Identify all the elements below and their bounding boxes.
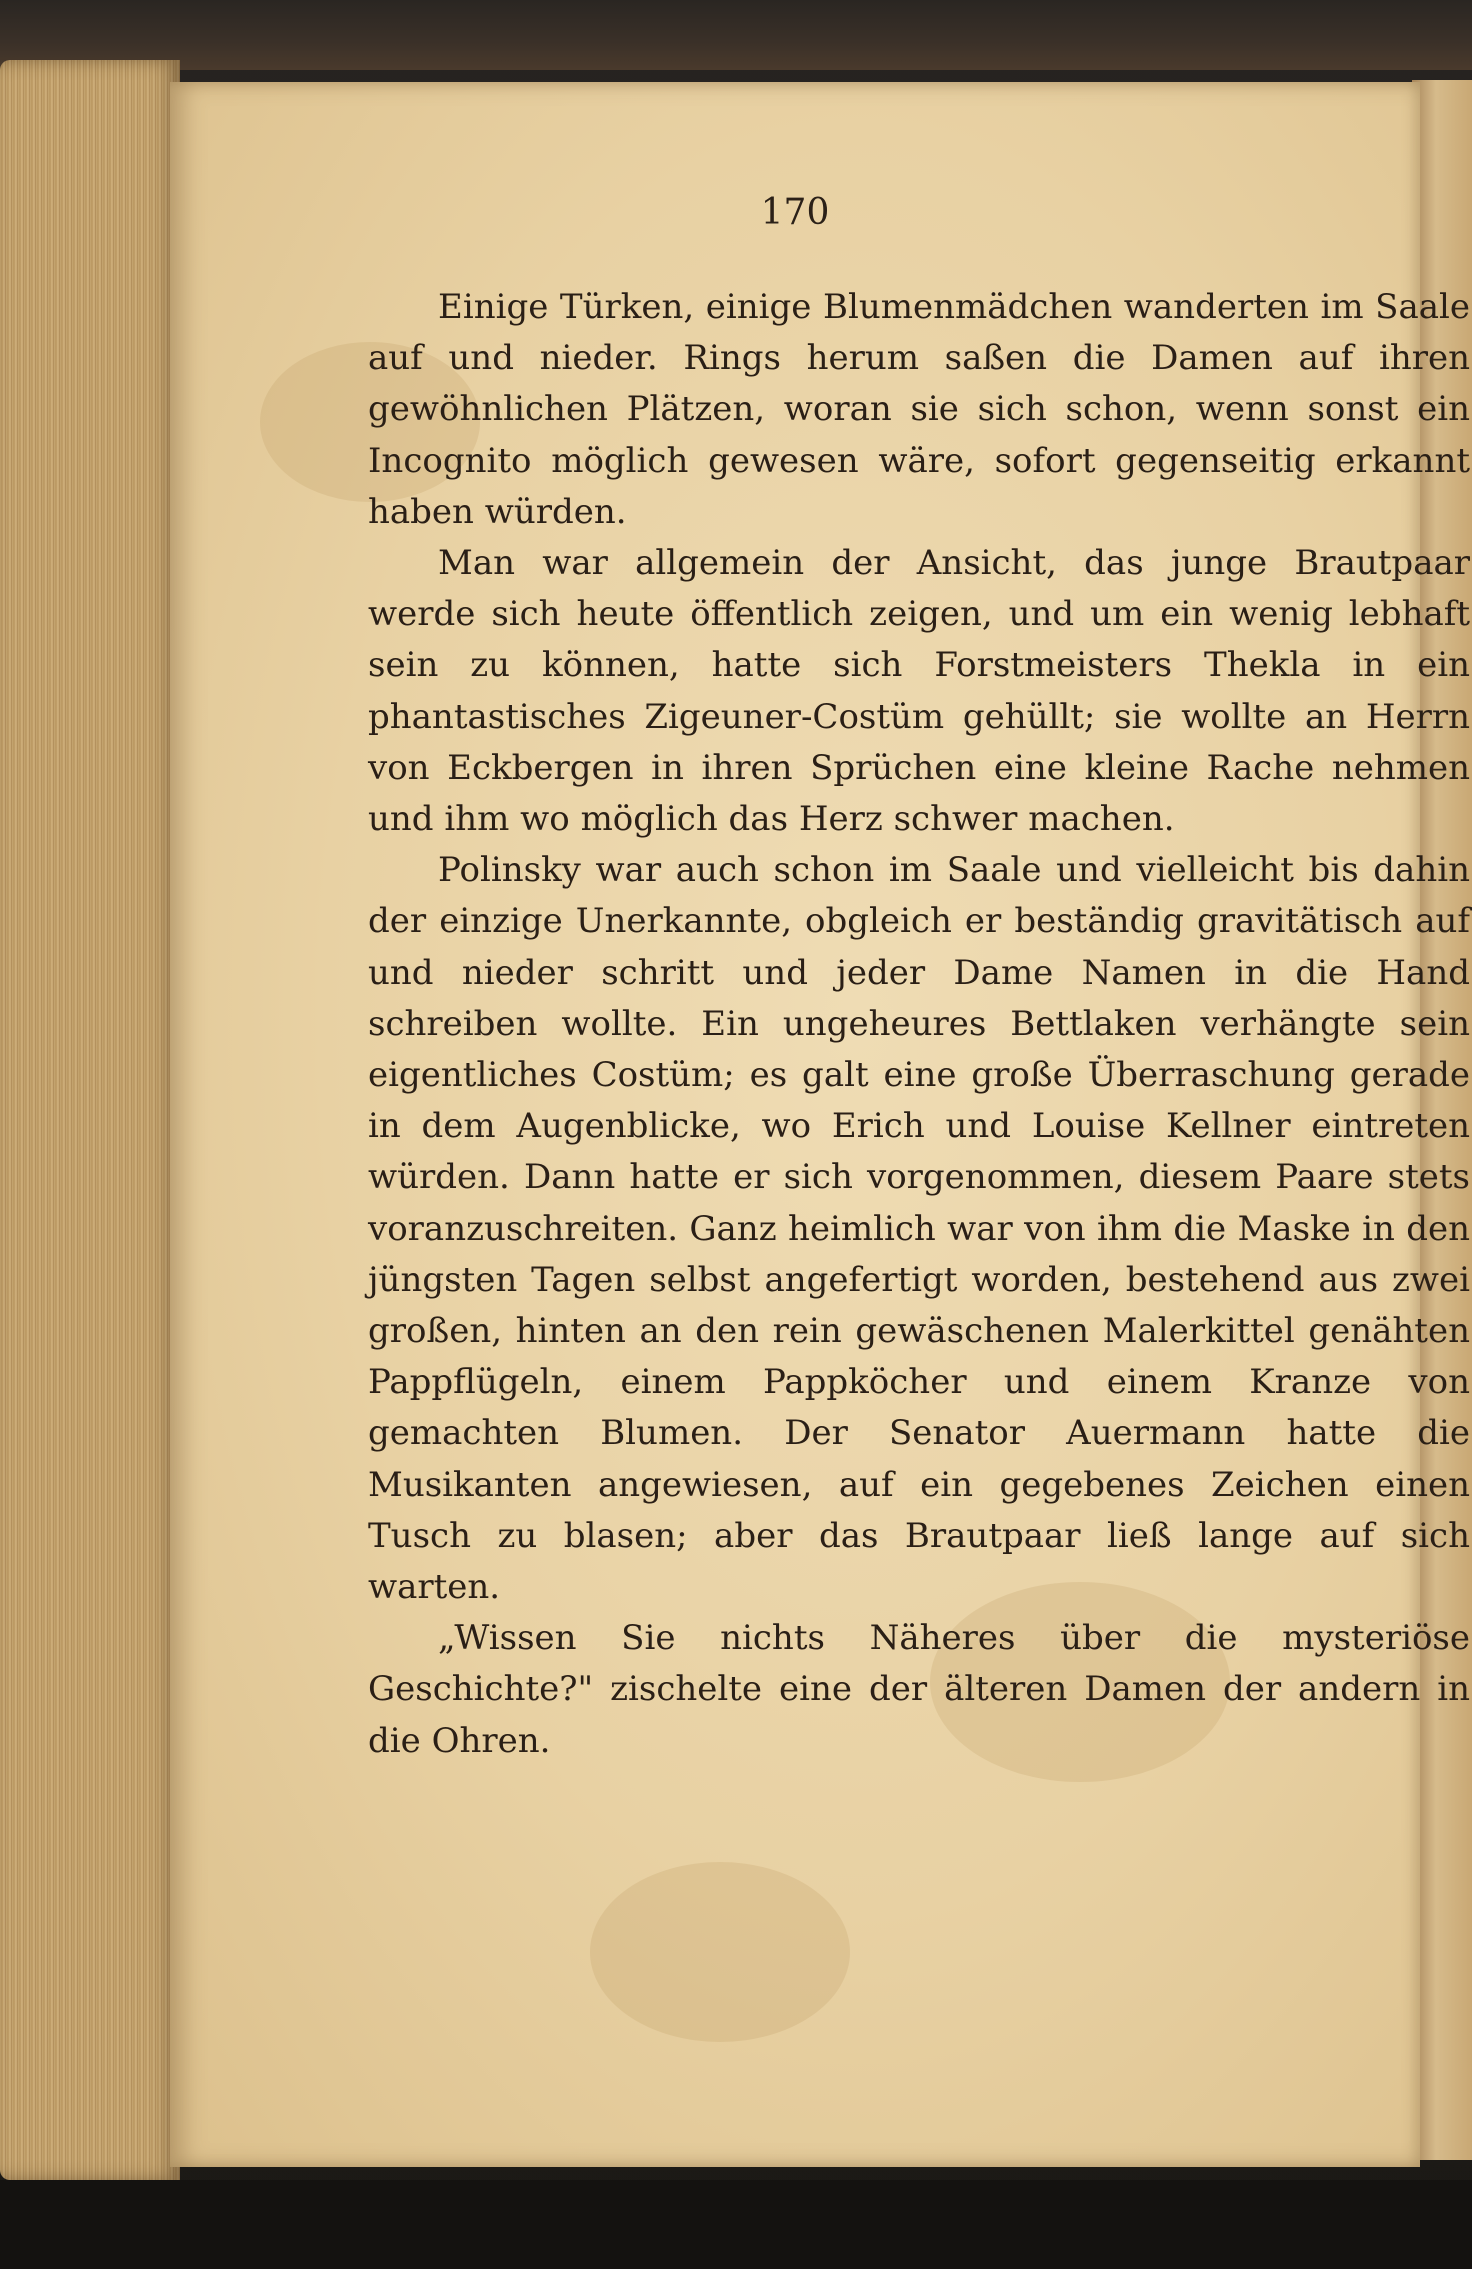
- paragraph: „Wissen Sie nichts Näheres über die mysteriöse Geschichte?" zischelte eine der älteren Damen der andern in die Ohren.: [368, 1618, 1470, 1761]
- book-top-edge: [0, 0, 1472, 70]
- scan-bottom-border: [0, 2180, 1472, 2269]
- paragraph: Man war allgemein der Ansicht, das junge Brautpaar werde sich heute öffentlich zeigen, und um ein wenig lebhaft sein zu können, hatte sich Forstmeisters Thekla in ein phantastisches Zigeuner-Costüm gehüllt; sie wollte an Herrn von Eckbergen in ihren Sprüchen eine kleine Rache nehmen und ihm wo möglich das Herz schwer machen.: [368, 543, 1470, 840]
- paper-stain: [590, 1862, 850, 2042]
- book-page: [170, 82, 1470, 2167]
- paragraph: Einige Türken, einige Blumenmädchen wanderten im Saale auf und nieder. Rings herum saßen die Damen auf ihren gewöhnlichen Plätzen, woran sie sich schon, wenn sonst ein Incognito möglich gewesen wäre, sofort gegenseitig erkannt haben würden.: [368, 287, 1470, 532]
- paragraph: Polinsky war auch schon im Saale und vielleicht bis dahin der einzige Unerkannte, obgleich er beständig gravitätisch auf und nieder schritt und jeder Dame Namen in die Hand schreiben wollte. Ein ungeheures Bettlaken verhängte sein eigentliches Costüm; es galt eine große Überraschung gerade in dem Augenblicke, wo Erich und Louise Kellner eintreten würden. Dann hatte er sich vorgenommen, diesem Paare stets voranzuschreiten. Ganz heimlich war von ihm die Maske in den jüngsten Tagen selbst angefertigt worden, bestehend aus zwei großen, hinten an den rein gewäschenen Malerkittel genähten Pappflügeln, einem Pappköcher und einem Kranze von gemachten Blumen. Der Senator Auermann hatte die Musikanten angewiesen, auf ein gegebenes Zeichen einen Tusch zu blasen; aber das Brautpaar ließ lange auf sich warten.: [368, 850, 1470, 1608]
- body-text: [368, 282, 1470, 1767]
- book-page-edges: [0, 60, 180, 2180]
- page-number: 170: [760, 192, 830, 233]
